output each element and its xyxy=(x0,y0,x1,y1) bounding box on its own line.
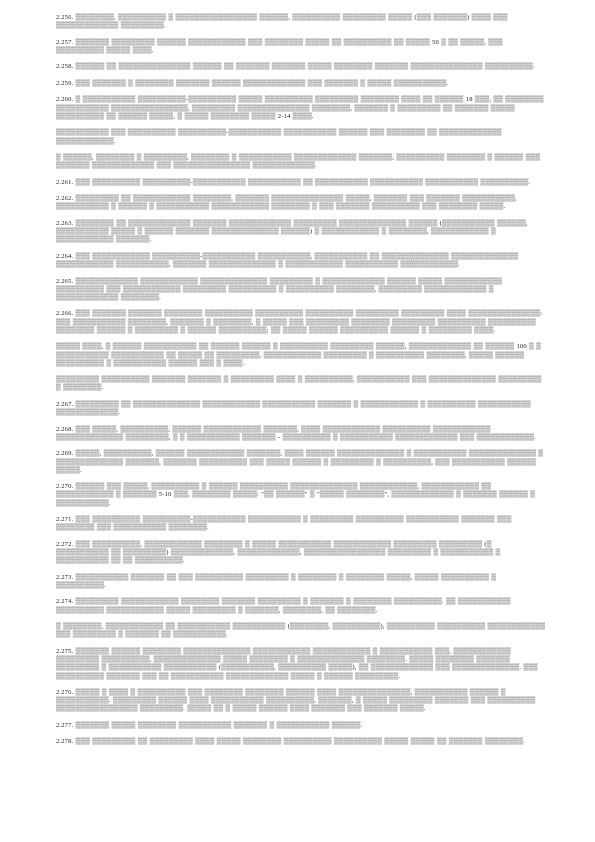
paragraph-2-257: 2.257. ▒▒▒▒▒▒▒ ▒▒▒▒▒▒▒▒▒ ▒▒▒▒▒▒ ▒▒▒▒▒▒▒▒▒▒▒▒ ▒▒▒ ▒▒▒▒▒▒▒▒ ▒▒▒▒▒ ▒▒ ▒▒▒▒▒▒▒▒▒▒ ▒▒ ▒▒▒▒▒ 50 ▒ ▒▒ ▒▒▒▒▒, ▒▒▒ ▒▒▒▒▒▒▒▒▒▒ ▒▒▒▒▒ ▒▒▒▒. xyxy=(56,38,503,54)
paragraph-2-266-note-1: ▒▒▒▒▒ ▒▒▒▒, ▒ ▒▒▒▒▒▒ ▒▒▒▒▒▒▒▒▒▒▒ ▒▒ ▒▒▒▒▒▒ ▒▒▒▒▒▒ ▒ ▒▒▒▒▒▒▒▒▒▒ ▒▒▒▒▒▒▒▒▒ ▒▒▒▒▒▒, ▒▒▒▒▒▒▒▒▒▒▒▒▒ ▒▒ ▒▒▒▒▒▒ 100 ▒ ▒ ▒▒▒▒▒▒▒▒▒▒▒ ▒▒▒▒▒▒▒▒▒▒▒ ▒▒ ▒▒▒▒▒ ▒▒ ▒▒▒▒▒▒▒▒▒, ▒▒▒▒▒▒▒▒▒▒▒▒ ▒▒▒▒▒▒▒▒▒ ▒ ▒▒▒▒▒▒▒▒▒▒ ▒▒▒▒▒▒▒▒, ▒▒▒▒▒ ▒▒▒▒▒▒ ▒▒▒▒▒▒▒▒▒▒ ▒ ▒▒▒▒▒▒▒▒▒▒▒ ▒▒▒▒▒▒ ▒▒▒ ▒ ▒▒▒▒. xyxy=(56,343,541,367)
paragraph-2-260-note-2: ▒ ▒▒▒▒▒▒, ▒▒▒▒▒▒▒▒ ▒ ▒▒▒▒▒▒▒▒▒, ▒▒▒▒▒▒▒▒ ▒ ▒▒▒▒▒▒▒▒▒▒▒ ▒▒▒▒▒▒▒▒▒▒▒▒▒ ▒▒▒▒▒▒▒, ▒▒▒▒▒▒▒▒▒▒ ▒▒▒▒▒▒▒▒ ▒ ▒▒▒▒▒▒ ▒▒▒ ▒▒▒▒▒▒▒ ▒▒▒▒▒▒▒▒▒▒▒▒▒ ▒▒▒ ▒▒▒▒▒▒▒▒▒▒▒▒▒▒▒▒ ▒▒▒▒▒▒▒▒▒▒▒▒▒. xyxy=(56,154,541,170)
paragraph-2-259: 2.259. ▒▒▒ ▒▒▒▒▒▒▒ ▒ ▒▒▒▒▒▒▒▒ ▒▒▒▒▒▒▒ ▒▒▒▒▒▒ ▒▒▒▒▒▒▒▒▒▒▒▒▒ ▒▒▒ ▒▒▒▒▒▒▒ ▒ ▒▒▒▒▒ ▒▒▒▒▒▒▒▒▒▒▒. xyxy=(56,79,449,87)
paragraph-2-275: 2.275. ▒▒▒▒▒▒▒ ▒▒▒▒▒▒ ▒▒▒▒▒▒▒▒ ▒▒▒▒▒▒▒▒▒▒▒▒▒▒ ▒▒▒▒▒▒▒▒▒▒▒▒ ▒▒▒▒▒▒▒▒▒▒▒▒ ▒ ▒▒▒▒▒▒▒▒▒▒▒ ▒▒▒, ▒▒▒▒▒▒▒▒▒▒▒▒ ▒▒▒▒▒▒▒▒▒ ▒▒▒▒▒▒▒▒▒▒, ▒▒▒▒▒▒▒▒▒▒▒▒▒▒ ▒▒▒▒▒ ▒▒▒▒▒▒▒▒ ▒ ▒▒▒▒▒▒▒▒▒▒▒▒▒▒ ▒▒▒▒▒▒▒▒. ▒▒▒▒▒ ▒▒▒▒▒▒▒▒ ▒▒▒▒▒▒▒ ▒▒▒▒▒▒▒▒▒ ▒ ▒▒▒▒▒▒▒▒▒▒▒ ▒▒▒▒▒▒▒▒▒▒▒ (▒▒▒▒▒▒▒▒▒▒▒, ▒▒▒▒▒▒▒▒▒▒ ▒▒▒▒▒), ▒▒ ▒▒▒▒▒▒▒▒▒▒▒▒▒ ▒▒▒ ▒▒▒▒▒▒▒▒▒▒▒▒▒▒. ▒▒▒ ▒▒▒▒▒▒▒▒▒▒ ▒▒▒▒▒▒▒ ▒▒▒ ▒▒ ▒▒▒▒▒▒▒▒▒▒▒ ▒▒▒▒▒▒▒▒▒▒▒▒▒ ▒▒▒▒▒ ▒ ▒▒▒▒▒▒ ▒▒▒▒▒▒▒▒▒. xyxy=(56,647,538,680)
paragraph-2-271: 2.271. ▒▒▒ ▒▒▒▒▒▒▒▒▒▒ ▒▒▒▒▒▒▒▒▒▒-▒▒▒▒▒▒▒▒▒▒▒ ▒▒▒▒▒▒▒▒▒▒▒ ▒ ▒▒▒▒▒▒▒▒▒ ▒▒▒▒▒▒▒▒▒▒ ▒▒▒▒▒▒▒▒▒▒▒ ▒▒▒▒▒▒▒ ▒▒▒ ▒▒▒▒▒▒▒▒ ▒▒▒ ▒▒▒▒▒▒▒▒▒▒▒ ▒▒▒▒▒▒▒▒. xyxy=(56,516,512,532)
paragraph-2-274-note: ▒ ▒▒▒▒▒▒▒▒, ▒▒▒▒▒▒▒▒▒▒▒▒ ▒▒ ▒▒▒▒▒▒▒▒▒▒▒ ▒▒▒▒▒▒▒▒▒▒▒ (▒▒▒▒▒▒▒▒, ▒▒▒▒▒▒▒▒▒▒), ▒▒▒▒▒▒▒▒▒▒ ▒▒▒▒▒▒▒▒▒▒ ▒▒▒▒▒▒▒▒▒▒▒▒ ▒▒▒ ▒▒▒▒▒▒▒▒▒ ▒ ▒▒▒▒▒▒▒ ▒▒ ▒▒▒▒▒▒▒▒▒▒▒. xyxy=(56,623,546,639)
paragraph-2-263: 2.263. ▒▒▒▒▒▒▒▒ ▒▒ ▒▒▒▒▒▒▒▒▒▒▒▒▒ ▒▒▒▒▒▒▒ ▒▒▒▒▒▒▒▒▒▒▒▒▒ ▒▒▒▒▒▒▒▒▒ ▒▒▒▒▒▒▒▒▒▒▒▒▒▒ ▒▒▒▒▒▒ (▒▒▒▒▒▒▒▒▒▒▒ ▒▒▒▒▒▒, ▒▒▒▒▒▒▒▒▒▒▒ ▒▒▒▒▒ ▒ ▒▒▒▒▒▒ ▒▒▒▒▒▒▒ ▒▒▒▒▒▒▒▒▒▒▒▒▒▒ ▒▒▒▒▒▒) ▒ ▒▒▒▒▒▒▒▒▒▒▒▒ ▒ ▒▒▒▒▒▒▒▒, ▒▒▒▒▒▒▒▒▒▒▒▒ ▒ ▒▒▒▒▒▒▒▒▒▒▒▒ ▒▒▒▒▒▒▒. xyxy=(56,219,528,244)
paragraph-2-258: 2.258. ▒▒▒▒▒▒ ▒▒ ▒▒▒▒▒▒▒▒▒▒▒▒▒▒▒ ▒▒▒▒▒▒ ▒▒ ▒▒▒▒▒▒▒ ▒▒▒▒▒▒▒ ▒▒▒▒▒ ▒▒▒▒▒▒▒▒ ▒▒▒▒▒▒▒ ▒▒▒▒▒▒▒▒▒▒▒▒▒▒▒ ▒▒▒▒▒▒▒▒▒▒. xyxy=(56,63,535,71)
paragraph-2-272: 2.272. ▒▒▒ ▒▒▒▒▒▒▒▒▒▒, ▒▒▒▒▒▒▒▒▒▒▒▒ ▒▒▒▒▒▒▒▒ ▒ ▒▒▒▒▒ ▒▒▒▒▒▒▒▒▒▒▒ ▒▒▒▒▒▒▒▒▒▒▒▒ ▒▒▒▒▒▒▒▒▒ ▒▒▒▒▒▒▒▒▒ (▒ ▒▒▒▒▒▒▒▒▒▒▒ ▒▒ ▒▒▒▒▒▒▒▒▒) ▒▒▒▒▒▒▒▒▒▒▒▒▒, ▒▒▒▒▒▒▒▒▒▒▒▒▒, ▒▒▒▒▒▒▒▒▒▒▒▒▒▒▒▒▒ ▒▒▒▒▒▒▒▒▒ ▒ ▒▒▒▒▒▒▒▒▒▒▒ ▒ ▒▒▒▒▒▒▒▒▒▒▒ ▒▒ ▒▒ ▒▒▒▒▒▒▒▒▒▒. xyxy=(56,540,501,565)
paragraph-2-270: 2.270. ▒▒▒▒▒▒ ▒▒▒ ▒▒▒▒▒, ▒▒▒▒▒▒▒▒▒▒ ▒ ▒▒▒▒▒▒ ▒▒▒▒▒▒▒▒▒▒ ▒▒▒▒▒▒▒▒▒▒▒▒▒▒ ▒▒▒▒▒▒▒▒▒▒▒▒, ▒▒▒▒▒▒▒▒▒▒▒▒ ▒▒ ▒▒▒▒▒▒▒▒▒▒▒▒ ▒ ▒▒▒▒▒▒▒ 5-10 ▒▒▒, ▒▒▒▒▒▒▒▒ ▒▒▒▒▒: "▒▒ ▒▒▒▒▒▒" ▒ "▒▒▒▒▒ ▒▒▒▒▒▒▒▒", ▒▒▒▒▒▒▒▒▒▒▒▒▒ ▒ ▒▒▒▒▒▒▒ ▒▒▒▒▒▒ ▒ ▒▒▒▒▒▒▒▒▒▒▒. xyxy=(56,483,536,507)
paragraph-2-260-note-1: ▒▒▒▒▒▒▒▒▒▒▒ ▒▒▒ ▒▒▒▒▒▒▒▒▒▒ ▒▒▒▒▒▒▒▒▒▒-▒▒▒▒▒▒▒▒▒▒▒ ▒▒▒▒▒▒▒▒▒▒▒ ▒▒▒▒▒▒ ▒▒▒ ▒▒▒▒▒▒▒▒ ▒▒ ▒▒▒▒▒▒▒▒▒▒▒▒▒ ▒▒▒▒▒▒▒▒▒▒▒▒. xyxy=(56,129,502,145)
paragraph-2-266: 2.266. ▒▒▒ ▒▒▒▒▒▒▒ ▒▒▒▒▒▒▒ ▒▒▒▒▒▒▒▒ ▒▒▒▒▒▒▒▒▒▒ ▒▒▒▒▒▒▒▒▒▒ ▒▒▒▒▒▒▒▒▒▒ ▒▒▒▒▒▒▒▒▒ ▒▒▒▒▒▒▒▒▒ ▒▒▒▒ ▒▒▒▒▒▒▒▒▒▒▒▒▒▒▒: ▒▒▒ ▒▒▒▒▒▒▒▒▒▒▒ ▒▒▒▒▒▒▒▒, ▒▒▒▒▒▒▒ ▒ ▒▒▒▒▒▒▒▒, ▒ ▒▒▒▒▒ ▒▒▒ ▒▒▒▒▒▒▒▒▒ ▒▒▒▒▒▒▒▒ ▒▒▒▒▒▒▒▒▒ ▒▒▒▒▒▒▒▒▒▒ ▒▒▒▒▒▒▒▒▒▒ ▒▒▒▒▒▒▒▒ ▒▒▒▒▒▒ ▒ ▒▒▒▒▒▒▒▒▒ ▒ ▒▒▒▒▒▒ ▒▒▒▒▒▒▒▒▒▒; ▒▒ ▒▒▒▒▒ ▒▒▒▒▒▒ ▒▒▒▒▒▒▒▒▒▒ ▒▒▒▒▒▒ ▒ ▒▒▒▒▒▒▒▒▒ ▒▒▒▒. xyxy=(56,310,543,334)
paragraph-2-267: 2.267. ▒▒▒▒▒▒▒▒▒ ▒▒ ▒▒▒▒▒▒▒▒▒▒▒▒▒▒ ▒▒▒▒▒▒▒▒▒▒▒▒ ▒▒▒▒▒▒▒▒▒▒▒ ▒▒▒▒▒▒▒ ▒ ▒▒▒▒▒▒▒▒▒▒▒▒ ▒ ▒▒▒▒▒▒▒▒▒▒ ▒▒▒▒▒▒▒▒▒▒▒ ▒▒▒▒▒▒▒▒▒▒▒▒▒. xyxy=(56,400,531,417)
paragraph-2-265: 2.265. ▒▒▒▒▒▒▒▒▒▒▒▒▒ ▒▒▒▒▒▒▒▒▒▒▒▒ ▒▒▒▒▒▒▒▒▒▒▒▒▒▒ ▒▒▒▒▒▒▒▒▒ ▒ ▒▒▒▒▒▒▒▒▒▒▒▒▒ ▒▒▒▒▒▒ ▒▒▒▒▒ ▒▒▒▒▒▒▒▒▒▒▒▒ ▒▒▒▒▒▒▒▒▒▒ ▒▒▒ ▒▒▒▒▒▒▒▒▒▒▒▒ ▒▒▒▒▒▒▒▒▒ ▒▒▒▒▒▒▒▒▒▒ ▒ ▒▒▒▒▒▒▒▒▒▒ ▒▒▒▒▒▒▒▒, ▒▒▒▒▒▒▒▒▒ ▒▒▒▒▒▒▒▒▒▒▒▒▒ ▒ ▒▒▒▒▒▒▒▒▒▒▒▒▒ ▒▒▒▒▒▒▒▒. xyxy=(56,277,503,301)
paragraph-2-273: 2.273. ▒▒▒▒▒▒▒▒▒▒▒ ▒▒▒▒▒▒▒ ▒▒ ▒▒▒ ▒▒▒▒▒▒▒▒▒▒ ▒▒▒▒▒▒▒▒▒ ▒ ▒▒▒▒▒▒▒▒ ▒ ▒▒▒▒▒▒▒▒ ▒▒▒▒▒, ▒▒▒▒▒ ▒▒▒▒▒▒▒▒▒▒ ▒ ▒▒▒▒▒▒▒▒▒▒. xyxy=(56,573,497,589)
paragraph-2-277: 2.277. ▒▒▒▒▒▒▒ ▒▒▒▒▒ ▒▒▒▒▒▒▒▒ ▒▒▒▒▒▒▒▒▒▒▒ ▒▒▒▒▒▒▒ ▒ ▒▒▒▒▒▒▒▒▒▒▒ ▒▒▒▒▒▒. xyxy=(56,721,363,729)
paragraph-2-278: 2.278. ▒▒▒ ▒▒▒▒▒▒▒▒▒ ▒▒ ▒▒▒▒▒▒▒▒▒ ▒▒▒▒ ▒▒▒▒▒ ▒▒▒▒▒▒▒▒ ▒▒▒▒▒▒▒▒▒▒ ▒▒▒▒▒▒▒▒▒▒ ▒▒▒▒▒ ▒▒▒▒▒ ▒▒ ▒▒▒▒▒▒▒ ▒▒▒▒▒▒▒▒. xyxy=(56,738,525,746)
document-body xyxy=(56,14,546,755)
paragraph-2-268: 2.268. ▒▒▒ ▒▒▒▒▒, ▒▒▒▒▒▒▒▒▒▒, ▒▒▒▒▒▒ ▒▒▒▒▒▒▒▒▒▒▒▒ ▒▒▒▒▒▒▒, ▒▒▒▒ ▒▒▒▒▒▒▒▒▒▒▒▒ ▒▒▒▒▒▒▒▒▒▒ ▒▒▒▒▒▒▒▒▒▒▒▒ ▒▒▒▒▒▒▒▒▒▒▒▒▒▒ ▒▒▒▒▒▒▒▒▒, ▒ ▒ ▒▒▒▒▒▒▒▒▒▒▒ ▒▒▒▒▒▒▒ - ▒▒▒▒▒▒▒▒▒▒ ▒ ▒▒▒▒▒▒▒▒▒▒▒ ▒▒▒▒▒▒▒▒▒▒▒▒▒ ▒▒▒ ▒▒▒▒▒▒▒▒▒▒▒▒. xyxy=(56,425,536,441)
paragraph-2-256: 2.256. ▒▒▒▒▒▒▒▒, ▒▒▒▒▒▒▒▒▒▒ ▒ ▒▒▒▒▒▒▒▒▒▒▒▒▒▒▒▒▒ ▒▒▒▒▒▒, ▒▒▒▒▒▒▒▒▒▒ ▒▒▒▒▒▒▒▒▒ ▒▒▒▒▒ (▒▒▒ ▒▒▒▒▒▒▒) ▒▒▒▒ ▒▒▒ ▒▒▒▒▒▒▒▒▒▒▒▒▒ ▒▒▒▒▒▒▒▒▒. xyxy=(56,14,508,30)
paragraph-2-276: 2.276. ▒▒▒▒▒ ▒ ▒▒▒▒ ▒ ▒▒▒▒▒▒▒▒▒▒ ▒▒▒ ▒▒▒▒▒▒▒▒ ▒▒▒▒▒▒▒▒ ▒▒▒▒▒▒ ▒▒▒▒ ▒▒▒▒▒▒▒▒▒▒▒▒▒▒▒, ▒▒▒▒▒▒▒▒▒▒▒ ▒▒▒▒▒▒ ▒ ▒▒▒▒▒▒▒▒▒▒▒. ▒▒▒▒▒▒▒▒▒ ▒▒▒▒▒▒ ▒▒▒▒ ▒▒▒▒▒▒▒▒▒▒▒ ▒▒▒▒▒▒▒▒▒▒, ▒▒▒▒▒▒▒, ▒ ▒▒▒▒▒ ▒▒▒▒▒▒▒▒▒ ▒▒▒▒▒▒▒ ▒▒▒ ▒▒▒▒▒▒▒▒▒▒ ▒▒▒▒▒▒▒▒▒▒▒▒▒▒▒▒▒ ▒▒▒▒▒▒▒▒▒. ▒▒▒▒▒ ▒▒ ▒ ▒▒▒▒▒ ▒▒▒▒▒▒ ▒▒▒▒ ▒▒▒▒▒▒▒ ▒▒▒ ▒▒▒▒▒▒▒ ▒▒▒▒▒. xyxy=(56,689,536,713)
paragraph-2-261: 2.261. ▒▒▒ ▒▒▒▒▒▒▒▒▒▒ ▒▒▒▒▒▒▒▒▒▒-▒▒▒▒▒▒▒▒▒▒▒ ▒▒▒▒▒▒▒▒▒▒▒ ▒▒ ▒▒▒▒▒▒▒▒▒▒▒ ▒▒▒▒▒▒▒▒▒▒▒ ▒▒▒▒▒▒▒▒▒▒▒ ▒▒▒▒▒▒▒▒▒▒. xyxy=(56,178,531,186)
paragraph-2-266-note-2: ▒▒▒▒▒▒▒▒▒ ▒▒▒▒▒▒▒▒▒▒ ▒▒▒▒▒▒▒ ▒▒▒▒▒▒▒ ▒ ▒▒▒▒▒▒▒▒▒ ▒▒▒▒ ▒ ▒▒▒▒▒▒▒▒▒▒, ▒▒▒▒▒▒▒▒▒▒▒ ▒▒▒ ▒▒▒▒▒▒▒▒▒▒▒▒▒▒ ▒▒▒▒▒▒▒▒▒ ▒ ▒▒▒▒▒▒▒▒. xyxy=(56,376,542,392)
paragraph-2-260: 2.260. ▒ ▒▒▒▒▒▒▒▒▒▒▒ ▒▒▒▒▒▒▒▒▒▒-▒▒▒▒▒▒▒▒▒▒ ▒▒▒▒▒ ▒▒▒▒▒▒▒▒▒▒ ▒▒▒▒▒▒▒▒▒ ▒▒▒▒▒▒▒▒ ▒▒▒▒ ▒▒ ▒▒▒▒▒▒ 18 ▒▒▒, ▒▒ ▒▒▒▒▒▒▒▒ ▒▒▒▒▒▒▒▒▒▒▒ ▒▒▒▒▒▒▒▒▒▒▒▒▒▒▒▒, ▒▒▒▒▒▒▒▒▒ ▒▒▒▒▒▒▒▒▒▒▒▒▒▒▒ ▒▒▒▒▒▒▒▒, ▒▒▒▒▒▒▒ ▒ ▒▒▒▒▒▒▒▒▒ ▒▒ ▒▒▒▒▒▒▒ ▒▒▒▒▒ ▒▒▒▒▒▒▒▒▒▒ ▒▒ ▒▒▒▒▒▒ ▒▒▒▒▒, ▒ ▒▒▒▒▒ ▒▒▒▒▒▒▒▒ ▒▒▒▒▒ 2-14 ▒▒▒▒. xyxy=(56,96,544,120)
paragraph-2-262: 2.262. ▒▒▒▒▒▒▒▒▒ ▒▒ ▒▒▒▒▒▒▒▒▒▒▒▒ ▒▒▒▒▒▒▒▒, ▒▒▒▒▒▒▒ ▒▒▒▒▒▒▒▒▒▒▒▒▒▒▒ ▒▒▒▒▒, ▒▒▒▒▒▒▒ ▒▒▒ ▒▒▒▒▒▒▒ ▒▒▒▒▒▒▒▒▒▒▒, ▒▒▒▒▒▒▒▒▒▒▒ ▒ ▒▒▒▒▒▒ ▒ ▒▒▒▒▒▒▒▒▒▒▒ ▒▒▒▒▒▒▒▒▒▒▒▒ ▒▒▒▒▒▒▒▒ ▒ ▒▒▒ ▒▒▒▒▒▒▒ ▒▒▒▒▒▒▒▒▒▒ ▒▒▒ ▒▒▒▒▒▒▒▒ ▒▒▒▒▒. xyxy=(56,195,517,211)
paragraph-2-274: 2.274. ▒▒▒▒▒▒▒▒▒ ▒▒▒▒▒▒▒▒▒▒▒▒ ▒▒▒▒▒▒▒▒ ▒▒▒▒▒▒▒ ▒▒▒▒▒▒▒▒▒ ▒ ▒▒▒▒▒▒▒ ▒ ▒▒▒▒▒▒▒▒ ▒▒▒▒▒▒▒▒▒▒. ▒▒ ▒▒▒▒▒▒▒▒▒▒▒ ▒▒▒▒▒▒▒▒▒▒ ▒▒▒▒▒▒▒▒▒▒▒▒ ▒▒▒▒▒ ▒▒▒▒▒▒▒▒▒ ▒ ▒▒▒▒▒▒▒, ▒▒▒▒▒▒▒▒, ▒▒ ▒▒▒▒▒▒▒▒. xyxy=(56,598,511,614)
paragraph-2-264: 2.264. ▒▒▒ ▒▒▒▒▒▒▒▒▒▒▒▒ ▒▒▒▒▒▒▒▒▒▒-▒▒▒▒▒▒▒▒▒▒▒ ▒▒▒▒▒▒▒▒▒▒▒, ▒▒▒▒▒▒▒▒▒▒▒ ▒▒ ▒▒▒▒▒▒▒▒▒▒▒▒▒▒ ▒▒▒▒▒▒▒▒▒▒▒▒▒▒ ▒▒▒▒▒▒▒▒▒▒▒▒ ▒▒▒▒▒▒▒▒▒▒▒, ▒▒▒▒▒▒▒ ▒▒▒▒▒▒▒▒▒▒▒▒▒▒ ▒ ▒▒▒▒▒▒▒▒▒▒▒▒ ▒▒▒▒▒▒▒▒▒▒▒ ▒▒▒▒▒▒▒▒▒▒▒▒. xyxy=(56,252,519,269)
paragraph-2-269: 2.269. ▒▒▒▒▒, ▒▒▒▒▒▒▒▒▒▒, ▒▒▒▒▒▒ ▒▒▒▒▒▒▒▒▒▒▒▒ ▒▒▒▒▒▒▒, ▒▒▒▒ ▒▒▒▒▒▒ ▒▒▒▒▒▒▒▒▒▒▒▒▒▒ ▒ ▒▒▒▒▒▒▒▒▒▒▒ ▒▒▒▒▒▒▒▒▒▒▒▒▒▒ ▒ ▒▒▒▒▒▒▒▒▒▒▒▒▒▒ ▒▒▒▒▒▒▒, ▒▒▒▒▒▒▒ ▒▒▒▒▒▒▒▒▒▒ ▒▒▒ ▒▒▒▒▒ ▒▒▒▒▒▒ ▒ ▒▒▒▒▒▒▒▒▒ ▒ ▒▒▒▒▒▒▒▒▒▒, ▒▒▒ ▒▒▒▒▒▒▒▒▒▒▒ ▒▒▒▒▒▒ ▒▒▒▒▒. xyxy=(56,450,544,474)
